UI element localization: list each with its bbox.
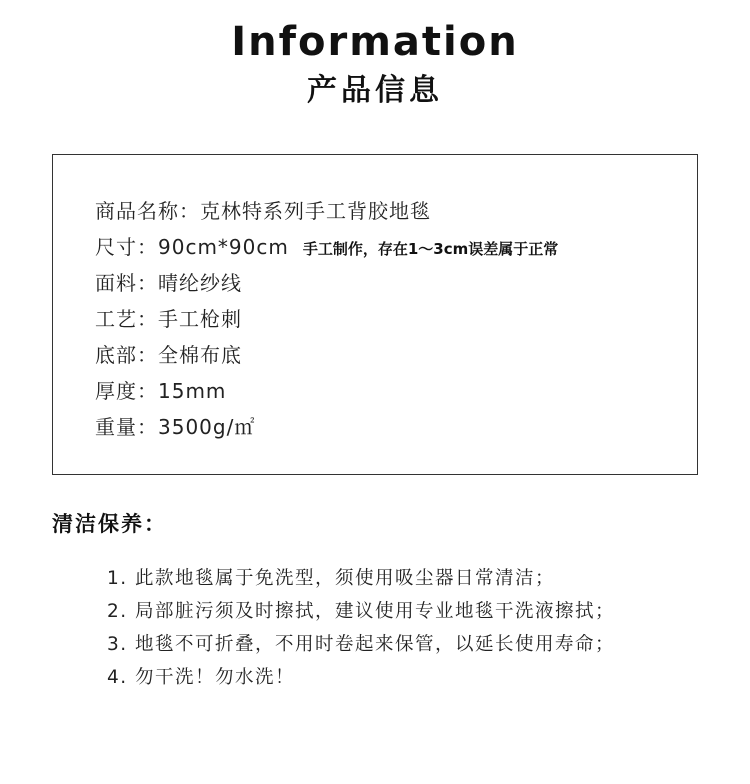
size-tolerance-note: 手工制作，存在1～3cm误差属于正常 bbox=[302, 240, 559, 258]
info-row-thickness bbox=[95, 373, 558, 409]
care-item: 4. 勿干洗！勿水洗！ bbox=[107, 667, 296, 688]
info-value: 90cm*90cm bbox=[158, 235, 289, 259]
care-item: 1. 此款地毯属于免洗型，须使用吸尘器日常清洁； bbox=[107, 568, 556, 589]
info-value: 3500g/㎡ bbox=[158, 415, 256, 439]
info-value: 全棉布底 bbox=[158, 343, 242, 367]
info-row-backing bbox=[95, 337, 558, 373]
care-item: 2. 局部脏污须及时擦拭，建议使用专业地毯干洗液擦拭； bbox=[107, 601, 616, 622]
info-row-craft bbox=[95, 301, 558, 337]
info-label: 重量： bbox=[95, 415, 158, 439]
info-value: 15mm bbox=[158, 379, 227, 403]
care-instructions-list bbox=[107, 562, 615, 694]
info-row-fabric bbox=[95, 265, 558, 301]
info-row-size bbox=[95, 229, 558, 265]
care-heading: 清洁保养： bbox=[52, 512, 167, 536]
info-label: 厚度： bbox=[95, 379, 158, 403]
care-item: 3. 地毯不可折叠，不用时卷起来保管，以延长使用寿命； bbox=[107, 634, 616, 655]
title-chinese: 产品信息 bbox=[307, 73, 443, 108]
info-value: 手工枪刺 bbox=[158, 307, 242, 331]
info-row-weight bbox=[95, 409, 558, 445]
info-label: 面料： bbox=[95, 271, 158, 295]
info-value: 克林特系列手工背胶地毯 bbox=[200, 199, 431, 223]
info-label: 工艺： bbox=[95, 307, 158, 331]
info-label: 尺寸： bbox=[95, 235, 158, 259]
info-label: 底部： bbox=[95, 343, 158, 367]
product-info-list bbox=[95, 193, 558, 445]
info-label: 商品名称： bbox=[95, 199, 200, 223]
info-value: 晴纶纱线 bbox=[158, 271, 242, 295]
title-english: Information bbox=[231, 19, 519, 65]
info-row-name bbox=[95, 193, 558, 229]
